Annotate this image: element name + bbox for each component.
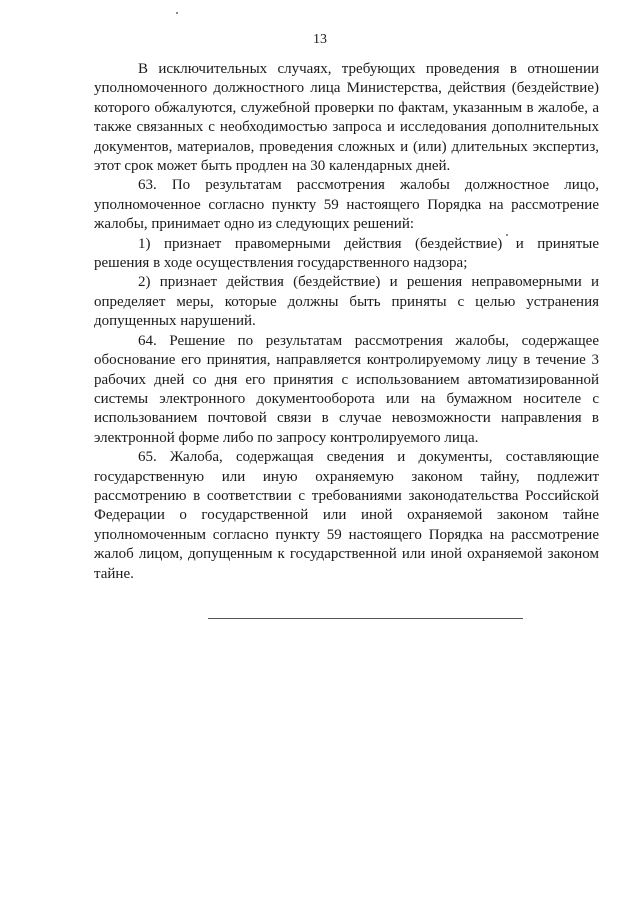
paragraph-64: 64. Решение по результатам рассмотрения жалобы, содержащее обоснование его принятия, направляется контролируемому лицу в течение 3 рабочих дней со дня его принятия с использованием автоматизированной системы электронного документооборота или на бумажном носителе с использованием почтовой связи в случае невозможности направления в электронной форме либо по запросу контролируемого лица. <box>94 332 599 446</box>
paragraph-63: 63. По результатам рассмотрения жалобы должностное лицо, уполномоченное согласно пункту 59 настоящего Порядка на рассмотрение жалобы, принимает одно из следующих решений: <box>94 177 599 233</box>
paragraph-63-item-1: 1) признает правомерными действия (бездействие) и принятые решения в ходе осуществления государственного надзора; <box>94 235 599 272</box>
paragraph-63-item-2: 2) признает действия (бездействие) и решения неправомерными и определяет меры, которые должны быть приняты с целью устранения допущенных нарушений. <box>94 274 599 330</box>
document-body <box>94 60 599 584</box>
scan-speck <box>176 12 178 14</box>
paragraph-65: 65. Жалоба, содержащая сведения и документы, составляющие государственную или иную охраняемую законом тайну, подлежит рассмотрению в соответствии с требованиями законодательства Российской Федерации о государственной или иной охраняемой законом тайне уполномоченным согласно пункту 59 настоящего Порядка на рассмотрение жалоб лицом, допущенным к государственной или иной охраняемой законом тайне. <box>94 449 599 582</box>
paragraph-extension-term: В исключительных случаях, требующих проведения в отношении уполномоченного должностного лица Министерства, действия (бездействие) которого обжалуются, служебной проверки по фактам, указанным в жалобе, а также связанных с необходимостью запроса и исследования дополнительных документов, материалов, проведения сложных и (или) длительных экспертиз, этот срок может быть продлен на 30 календарных дней. <box>94 61 599 175</box>
end-of-section-divider <box>208 618 523 619</box>
page-number: 13 <box>313 32 327 47</box>
